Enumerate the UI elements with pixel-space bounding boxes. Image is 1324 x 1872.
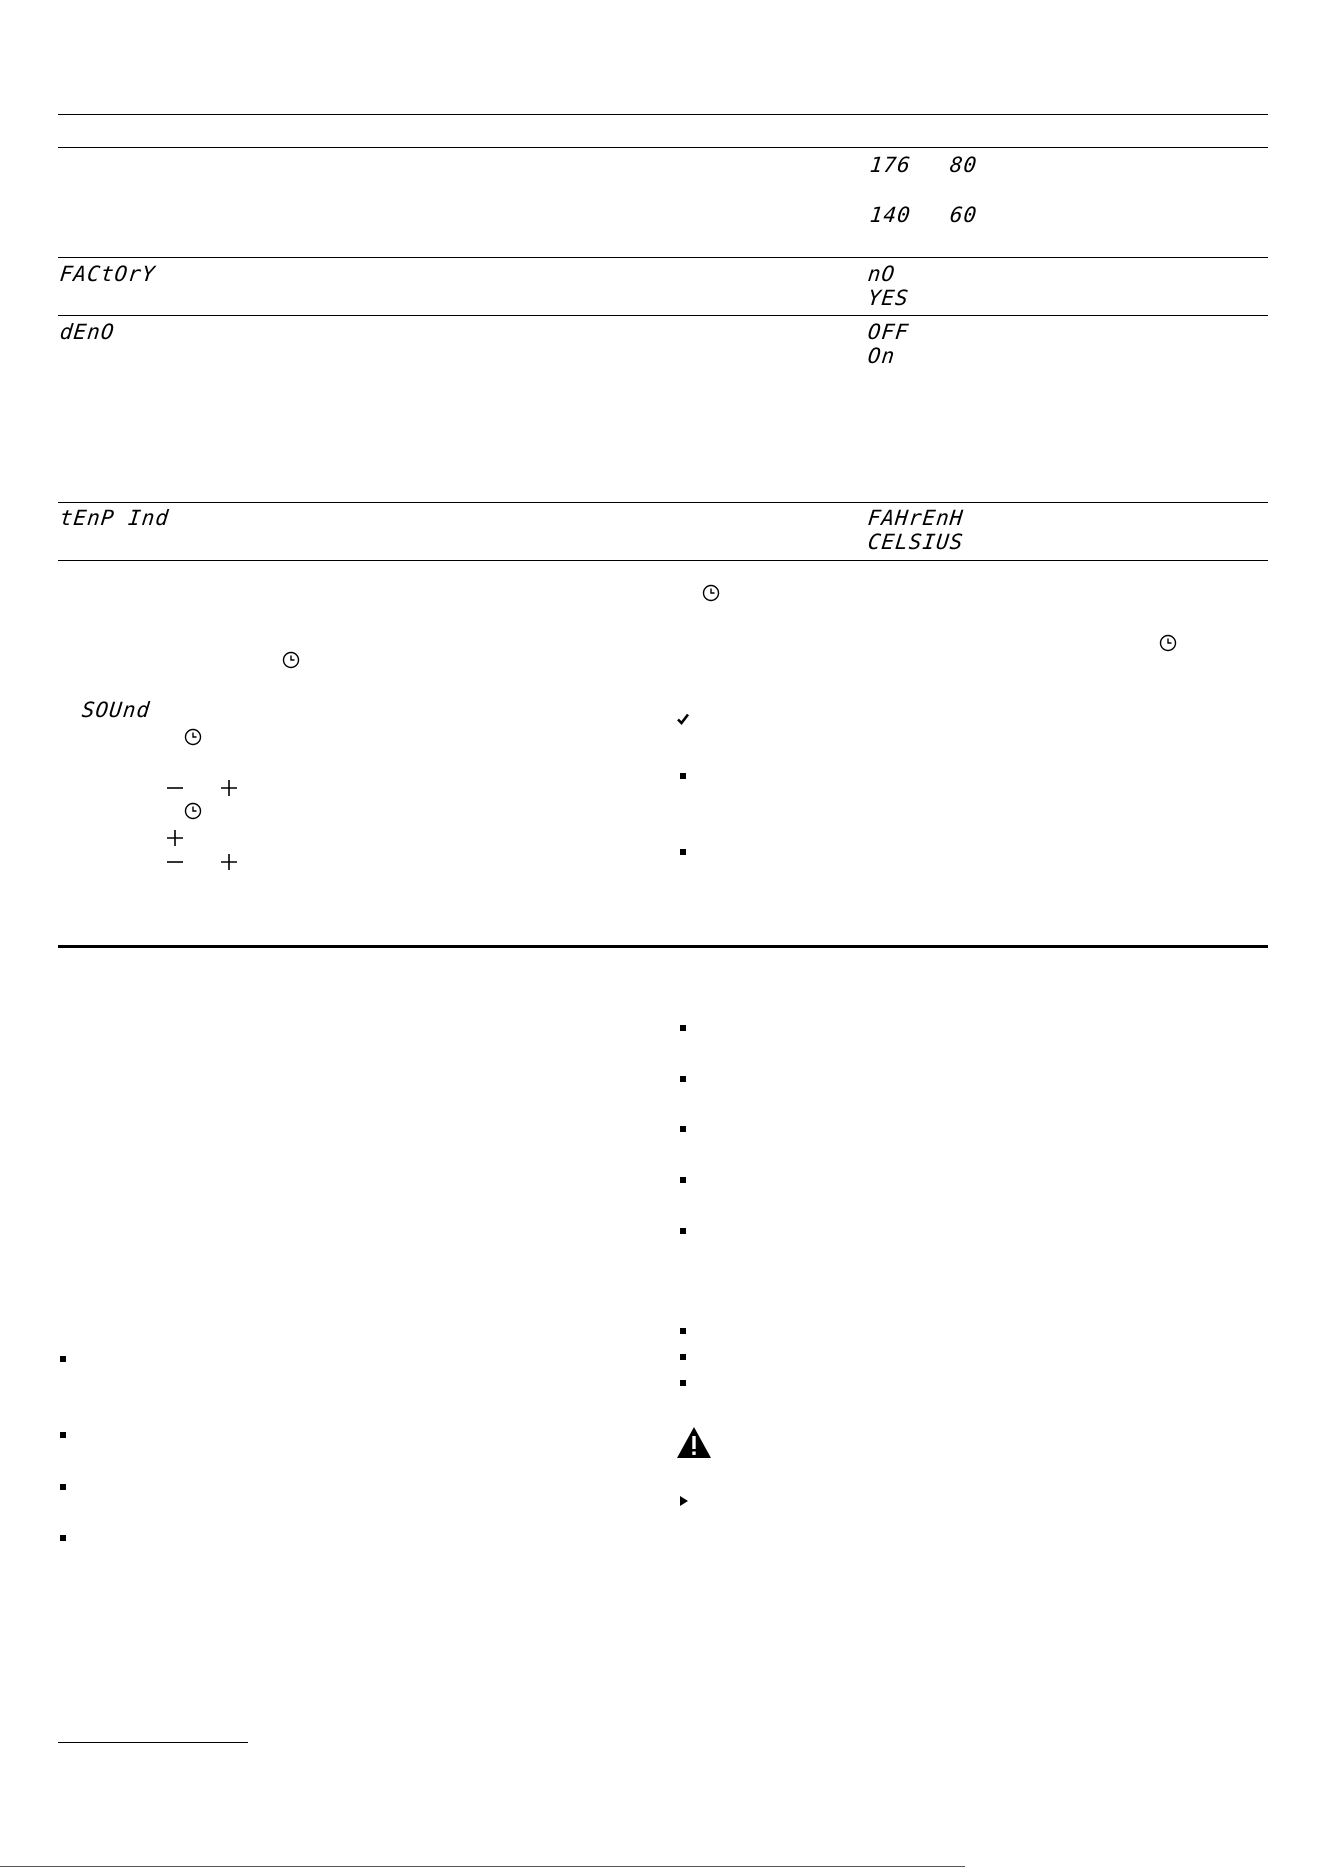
- check-icon: [676, 712, 690, 726]
- square-bullet-icon: [680, 1328, 686, 1334]
- lcd-option-140: 140: [868, 203, 913, 227]
- minus-icon: [166, 779, 184, 797]
- square-bullet-icon: [680, 1126, 686, 1132]
- table-row-rule: [58, 502, 1268, 503]
- footnote-rule: [58, 1742, 248, 1743]
- square-bullet-icon: [680, 1380, 686, 1386]
- plus-icon: [166, 829, 184, 847]
- lcd-sound: SOUnd: [80, 698, 152, 722]
- section-divider: [58, 945, 1268, 948]
- lcd-option-celsius: CELSIUS: [866, 530, 965, 554]
- clock-icon: [184, 802, 202, 820]
- page-bottom-rule: [0, 1866, 965, 1867]
- lcd-value-60: 60: [948, 203, 979, 227]
- table-row-rule: [58, 315, 1268, 316]
- table-row-rule: [58, 257, 1268, 258]
- lcd-option-yes: YES: [866, 286, 911, 310]
- clock-icon: [1159, 634, 1177, 652]
- square-bullet-icon: [680, 1025, 686, 1031]
- lcd-setting-factory: FACtOrY: [58, 262, 157, 286]
- lcd-option-no: nO: [866, 262, 897, 286]
- square-bullet-icon: [60, 1356, 66, 1362]
- warning-triangle-icon: [676, 1426, 712, 1459]
- lcd-setting-temp-ind: tEnP Ind: [58, 506, 171, 530]
- square-bullet-icon: [60, 1484, 66, 1490]
- square-bullet-icon: [680, 1076, 686, 1082]
- lcd-option-fahrenheit: FAHrEnH: [866, 506, 965, 530]
- square-bullet-icon: [60, 1432, 66, 1438]
- lcd-setting-demo: dEnO: [58, 320, 116, 344]
- lcd-option-on: On: [866, 344, 897, 368]
- clock-icon: [282, 651, 300, 669]
- table-top-rule: [58, 114, 1268, 115]
- triangle-arrow-icon: [680, 1496, 688, 1506]
- square-bullet-icon: [680, 773, 686, 779]
- square-bullet-icon: [680, 1354, 686, 1360]
- lcd-option-176: 176: [868, 153, 913, 177]
- table-bottom-rule: [58, 560, 1268, 561]
- plus-icon: [220, 853, 238, 871]
- lcd-option-off: OFF: [866, 320, 911, 344]
- clock-icon: [184, 728, 202, 746]
- clock-icon: [702, 584, 720, 602]
- square-bullet-icon: [60, 1535, 66, 1541]
- minus-icon: [166, 853, 184, 871]
- square-bullet-icon: [680, 1228, 686, 1234]
- plus-icon: [220, 779, 238, 797]
- lcd-value-80: 80: [948, 153, 979, 177]
- square-bullet-icon: [680, 1177, 686, 1183]
- square-bullet-icon: [680, 849, 686, 855]
- table-header-rule: [58, 147, 1268, 148]
